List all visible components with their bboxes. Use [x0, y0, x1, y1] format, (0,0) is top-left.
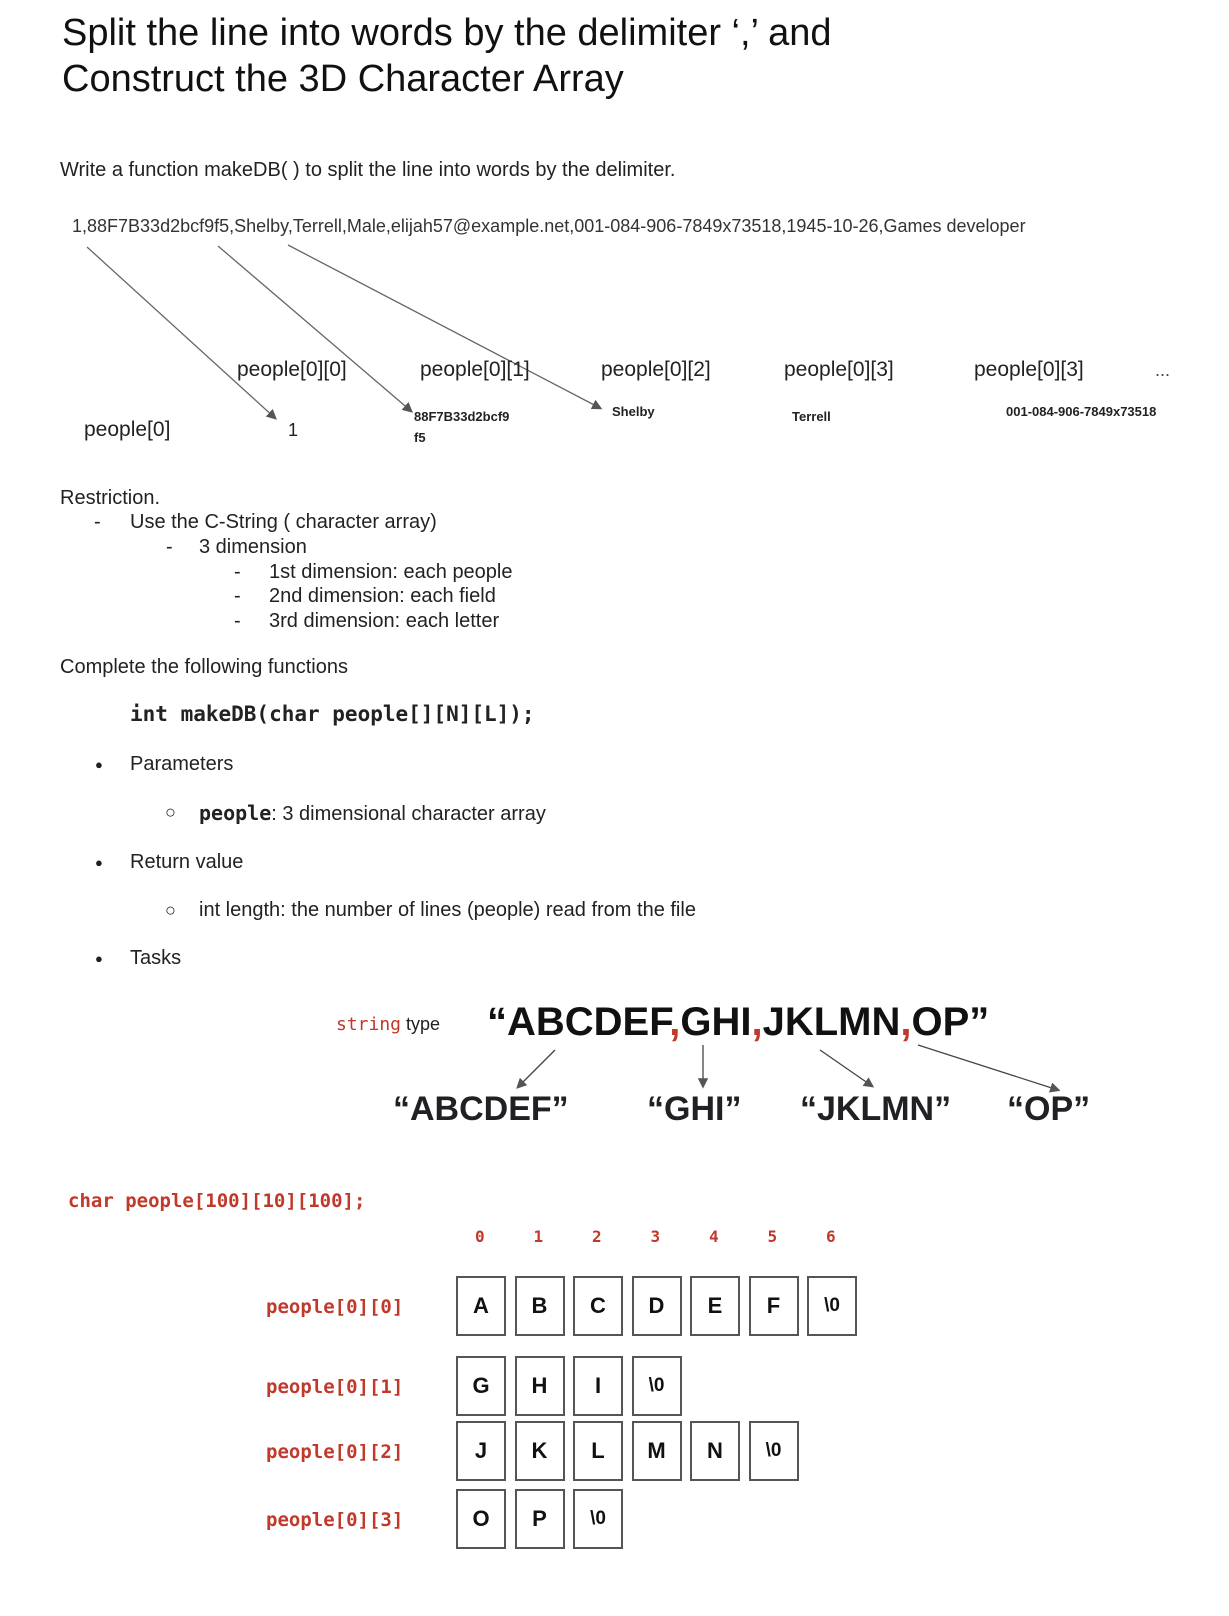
arrow-field-1: [218, 246, 411, 411]
char-cell-r1-c2: I: [573, 1356, 623, 1416]
source-comma-1: ,: [669, 1000, 681, 1044]
char-cell-r3-c0: O: [456, 1489, 506, 1549]
type-word: type: [406, 1014, 441, 1034]
dash-2: -: [166, 536, 173, 558]
word-abcdef: “ABCDEF”: [393, 1090, 569, 1128]
column-index-0: 0: [475, 1227, 485, 1246]
circle-bullet-return: ○: [165, 900, 176, 920]
char-cell-r0-c5: F: [749, 1276, 799, 1336]
char-cell-r2-c5: \0: [749, 1421, 799, 1481]
dash-1: -: [94, 511, 101, 533]
sample-line: 1,88F7B33d2bcf9f5,Shelby,Terrell,Male,elijah57@example.net,001-084-906-7849x73518,1945-10-26,Games developer: [72, 216, 1026, 236]
dash-5: -: [234, 610, 241, 632]
source-part-jklmn: JKLMN: [762, 1000, 901, 1044]
restriction-heading: Restriction.: [60, 487, 161, 509]
title-line-1: Split the line into words by the delimiter ‘,’ and: [62, 12, 832, 54]
char-cell-r1-c3: \0: [632, 1356, 682, 1416]
string-keyword: string: [336, 1014, 402, 1035]
function-signature: int makeDB(char people[][N][L]);: [130, 702, 535, 726]
source-string: [487, 1000, 989, 1045]
source-part-abcdef: “ABCDEF: [487, 1000, 670, 1044]
value-1: 1: [288, 420, 299, 440]
char-cell-r2-c1: K: [515, 1421, 565, 1481]
char-cell-r1-c0: G: [456, 1356, 506, 1416]
string-type-label: [336, 1014, 440, 1035]
restriction-item-1: Use the C-String ( character array): [130, 511, 437, 533]
char-cell-r2-c0: J: [456, 1421, 506, 1481]
source-part-op: OP”: [911, 1000, 990, 1044]
char-cell-r1-c1: H: [515, 1356, 565, 1416]
value-id-part-2: f5: [414, 430, 426, 445]
char-cell-r0-c3: D: [632, 1276, 682, 1336]
parameters-label: Parameters: [130, 753, 234, 775]
arrow-word-0: [518, 1050, 555, 1087]
restriction-item-5: 3rd dimension: each letter: [269, 610, 500, 632]
arrow-field-2: [288, 245, 600, 408]
source-comma-2: ,: [751, 1000, 763, 1044]
title-line-2: Construct the 3D Character Array: [62, 58, 624, 100]
word-ghi: “GHI”: [647, 1090, 742, 1128]
complete-heading: Complete the following functions: [60, 656, 348, 678]
char-cell-r0-c2: C: [573, 1276, 623, 1336]
word-op: “OP”: [1007, 1090, 1091, 1128]
label-people-0-3-second: people[0][3]: [974, 358, 1084, 381]
column-index-4: 4: [709, 1227, 719, 1246]
param-line: [199, 801, 546, 826]
arrow-field-0: [87, 247, 275, 418]
arrow-word-2: [820, 1050, 872, 1086]
return-label: Return value: [130, 851, 244, 873]
bullet-tasks: ●: [95, 951, 103, 966]
char-cell-r2-c2: L: [573, 1421, 623, 1481]
char-cell-r3-c2: \0: [573, 1489, 623, 1549]
dash-3: -: [234, 561, 241, 583]
char-cell-r0-c6: \0: [807, 1276, 857, 1336]
label-people-0: people[0]: [84, 418, 171, 441]
column-index-3: 3: [650, 1227, 661, 1246]
column-index-1: 1: [533, 1227, 544, 1246]
restriction-item-4: 2nd dimension: each field: [269, 585, 496, 607]
char-cell-r0-c0: A: [456, 1276, 506, 1336]
restriction-item-2: 3 dimension: [199, 536, 307, 558]
label-people-0-2: people[0][2]: [601, 358, 711, 381]
arrow-word-3: [918, 1045, 1058, 1090]
bullet-parameters: ●: [95, 757, 103, 772]
value-terrell: Terrell: [792, 409, 831, 424]
row-label-2: people[0][2]: [266, 1441, 404, 1463]
char-cell-r2-c4: N: [690, 1421, 740, 1481]
column-index-5: 5: [767, 1227, 778, 1246]
row-label-0: people[0][0]: [266, 1296, 404, 1318]
array-declaration: char people[100][10][100];: [68, 1190, 366, 1212]
char-cell-r0-c1: B: [515, 1276, 565, 1336]
source-comma-3: ,: [900, 1000, 912, 1044]
label-people-0-3: people[0][3]: [784, 358, 894, 381]
label-people-0-0: people[0][0]: [237, 358, 347, 381]
return-desc: int length: the number of lines (people) read from the file: [199, 899, 696, 921]
word-jklmn: “JKLMN”: [800, 1090, 952, 1128]
tasks-label: Tasks: [130, 947, 182, 969]
param-desc: : 3 dimensional character array: [271, 803, 546, 825]
circle-bullet-param: ○: [165, 802, 176, 822]
value-id-part-1: 88F7B33d2bcf9: [414, 409, 510, 424]
restriction-item-3: 1st dimension: each people: [269, 561, 513, 583]
column-index-6: 6: [826, 1227, 836, 1246]
char-cell-r0-c4: E: [690, 1276, 740, 1336]
value-phone: 001-084-906-7849x73518: [1006, 404, 1157, 419]
bullet-return: ●: [95, 855, 103, 870]
label-people-0-1: people[0][1]: [420, 358, 530, 381]
source-part-ghi: GHI: [680, 1000, 752, 1044]
dash-4: -: [234, 585, 241, 607]
param-name: people: [199, 801, 272, 825]
char-cell-r2-c3: M: [632, 1421, 682, 1481]
column-index-2: 2: [592, 1227, 602, 1246]
char-cell-r3-c1: P: [515, 1489, 565, 1549]
row-label-1: people[0][1]: [266, 1376, 404, 1398]
ellipsis: ...: [1155, 360, 1171, 380]
intro-text: Write a function makeDB( ) to split the line into words by the delimiter.: [60, 159, 676, 181]
value-shelby: Shelby: [612, 404, 655, 419]
row-label-3: people[0][3]: [266, 1509, 404, 1531]
